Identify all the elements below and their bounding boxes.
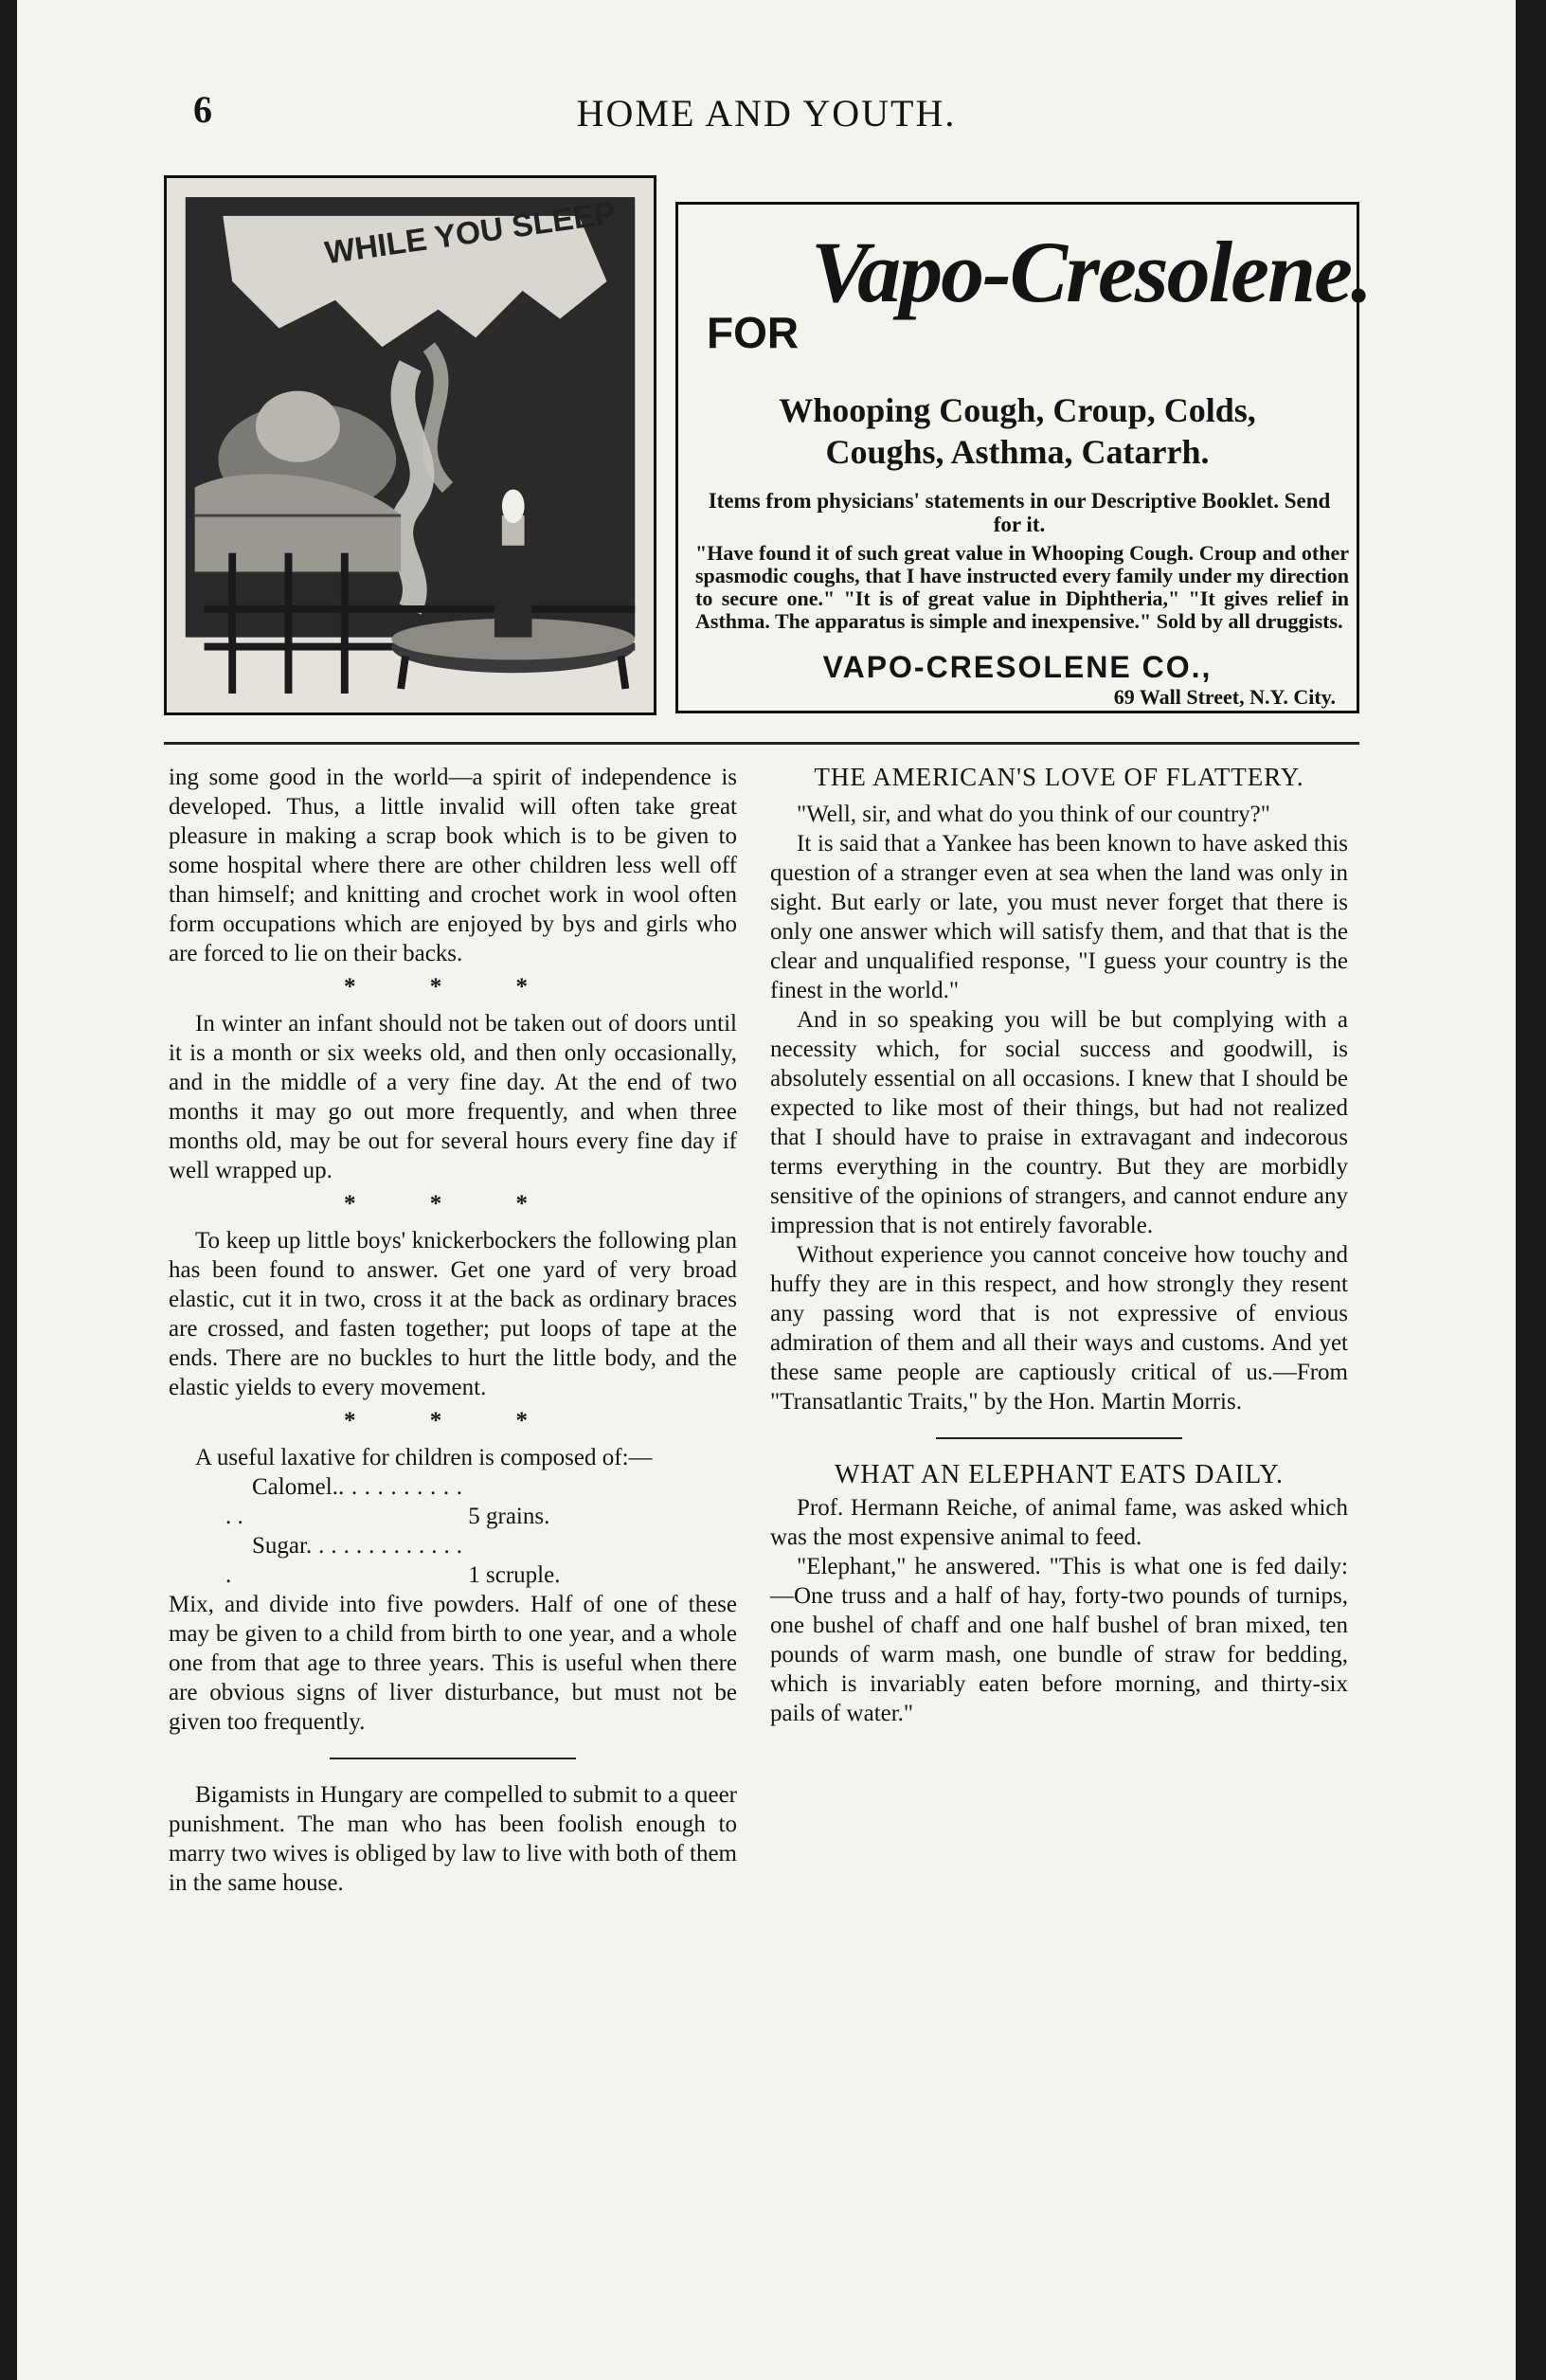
ad-illustration — [164, 175, 656, 715]
vaporizer-bedside-illustration — [167, 178, 654, 712]
recipe-ingredient: Sugar. . . . . . . . . . . . . . — [225, 1533, 462, 1588]
ad-for-label: FOR — [707, 308, 800, 357]
right-paragraph-6: "Elephant," he answered. "This is what one is fed daily:—One truss and a half of hay, forty-two pounds of turnips, one bushel of chaff and one half bushel of bran mixed, ten pounds of warm mash, one bundle of straw for bedding, which is invariably eaten before morning, and thirty-six pails of water." — [770, 1554, 1348, 1726]
right-paragraph-3: And in so speaking you will be but complying with a necessity which, for social success and goodwill, is absolutely essential on all occasions. I knew that I should be expected to like most of their things, but had not realized that I should have to praise in extravagant and indecorous terms everything in the country. But they are morbidly sensitive of the opinions of strangers, and cannot endure any impression that is not entirely favorable. — [770, 1007, 1348, 1238]
recipe-quantity: 1 scruple. — [468, 1562, 561, 1588]
column-divider — [936, 1437, 1182, 1439]
ad-brand-name: Vapo-Cresolene. — [811, 224, 1371, 320]
column-divider — [330, 1758, 576, 1759]
left-paragraph-3: To keep up little boys' knickerbockers the following plan has been found to answer. Get one yard of very broad elastic, cut it in two, cross it at the back as ordinary braces are crossed, and fasten together; put loops of tape at the ends. There are no buckles to hurt the little body, and the elastic yields to every movement. — [169, 1228, 737, 1400]
ad-company-name: VAPO-CRESOLENE CO., — [822, 650, 1213, 684]
right-paragraph-4: Without experience you cannot conceive how touchy and huffy they are in this respect, and how strongly they resent any passing word that is not expressive of envious admiration of them and all their ways and customs. And yet these same people are captiously critical of us.—From "Transatlantic Traits," by the Hon. Martin Morris. — [770, 1242, 1348, 1415]
section-stars: * * * — [344, 974, 562, 1000]
ad-booklet-note: Items from physicians' statements in our Descriptive Booklet. Send for it. — [708, 489, 1331, 536]
left-paragraph-2: In winter an infant should not be taken out of doors until it is a month or six weeks old, and then only occasionally, and in the middle of a very fine day. At the end of two months it may go out more frequently, and when three months old, may be out for several hours every fine day if well wrapped up. — [169, 1011, 737, 1183]
recipe-ingredient: Calomel.. . . . . . . . . . . . — [225, 1474, 462, 1529]
running-title: HOME AND YOUTH. — [576, 92, 957, 135]
left-paragraph-4: A useful laxative for children is composed of:— — [195, 1445, 653, 1470]
ad-headline-1: Whooping Cough, Croup, Colds, — [779, 391, 1256, 429]
section-divider — [164, 742, 1359, 745]
recipe-line-calomel — [169, 1472, 737, 1531]
ad-address: 69 Wall Street, N.Y. City. — [1113, 685, 1336, 709]
right-paragraph-1: "Well, sir, and what do you think of our country?" — [797, 802, 1270, 827]
article-headline-flattery: THE AMERICAN'S LOVE OF FLATTERY. — [814, 763, 1304, 791]
vapo-cresolene-advertisement — [164, 175, 1371, 715]
right-paragraph-5: Prof. Hermann Reiche, of animal fame, was asked which was the most expensive animal to feed. — [770, 1495, 1348, 1550]
left-paragraph-5: Mix, and divide into five powders. Half of one of these may be given to a child from birth to one year, and a whole one from that age to three years. This is useful when there are obvious signs of liver disturbance, but must not be given too frequently. — [169, 1592, 737, 1735]
right-paragraph-2: It is said that a Yankee has been known to have asked this question of a stranger even at sea when the land was only in sight. But early or late, you must never forget that there is only one answer which will satisfy them, and that that is the clear and unqualified response, "I guess your country is the finest in the world." — [770, 831, 1348, 1003]
right-column — [770, 763, 1348, 1728]
page-number: 6 — [193, 88, 212, 131]
section-stars: * * * — [344, 1408, 562, 1433]
magazine-page — [17, 0, 1516, 2380]
left-paragraph-1: ing some good in the world—a spirit of independence is developed. Thus, a little invalid will often take great pleasure in making a scrap book which is to be given to some hospital where there are other children less well off than himself; and knitting and crochet work in wool often form occupations which are enjoyed by bys and girls who are forced to lie on their backs. — [169, 765, 737, 966]
ad-testimonial: "Have found it of such great value in Whooping Cough. Croup and other spasmodic coughs, that I have instructed every family under my direction to secure one." "It is of great value in Diphtheria," "It gives relief in Asthma. The apparatus is simple and inexpensive." Sold by all druggists. — [695, 541, 1349, 633]
left-paragraph-6: Bigamists in Hungary are compelled to submit to a queer punishment. The man who has been foolish enough to marry two wives is obliged by law to live with both of them in the same house. — [169, 1782, 737, 1896]
ad-text-box — [675, 202, 1371, 713]
left-column — [169, 763, 737, 1898]
recipe-line-sugar — [169, 1531, 737, 1590]
article-headline-elephant: WHAT AN ELEPHANT EATS DAILY. — [835, 1460, 1284, 1489]
section-stars: * * * — [344, 1191, 562, 1217]
illustration-caption: WHILE YOU SLEEP — [322, 195, 619, 272]
ad-headline-2: Coughs, Asthma, Catarrh. — [825, 433, 1210, 471]
recipe-quantity: 5 grains. — [468, 1504, 550, 1529]
page-header — [17, 87, 1516, 144]
